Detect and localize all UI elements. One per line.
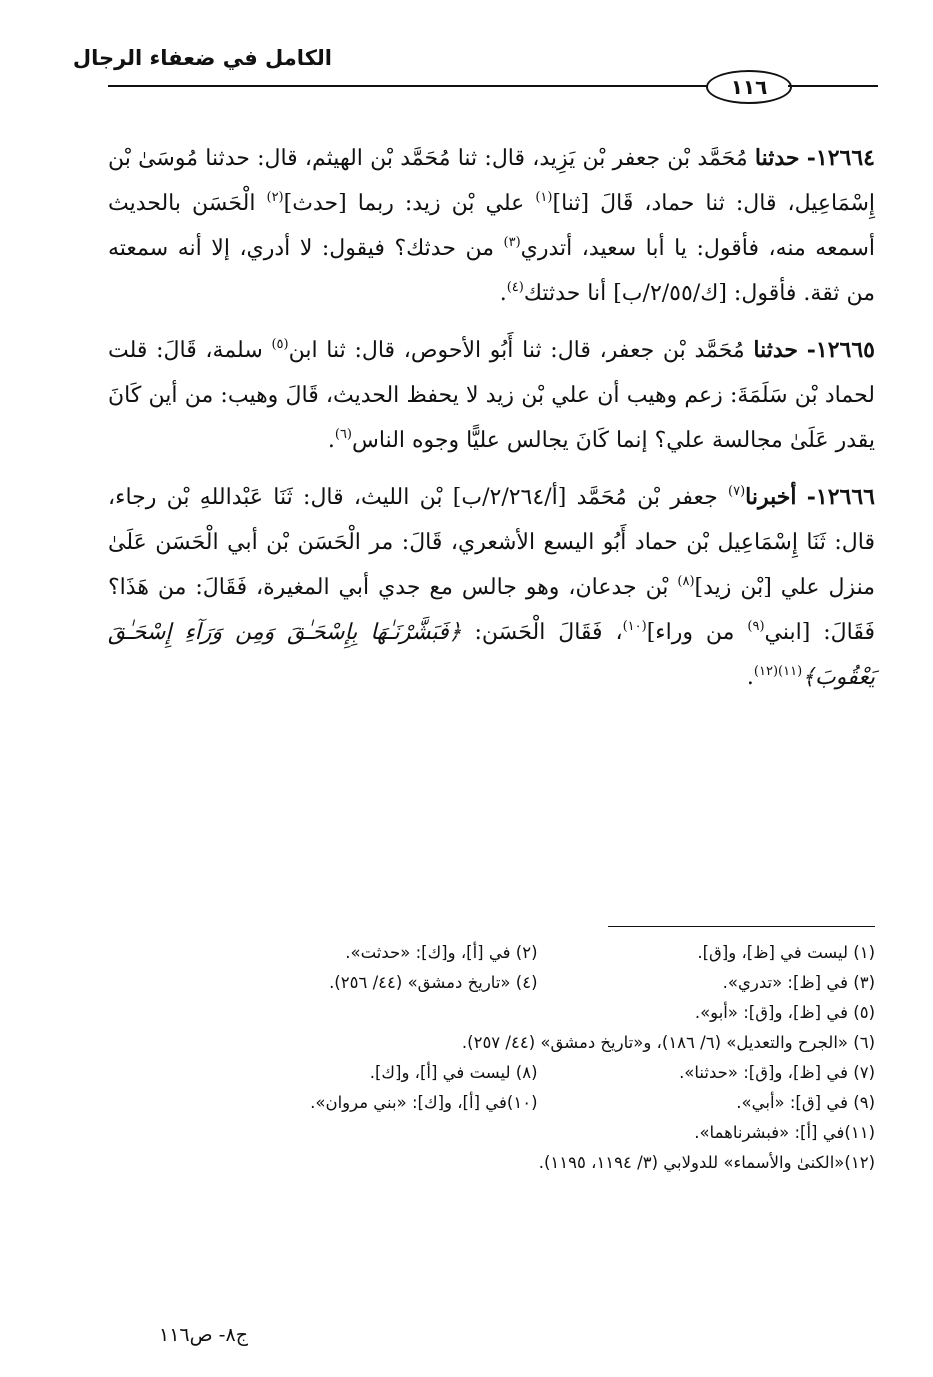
footnote-ref[interactable]: (٥): [271, 337, 289, 352]
entry-text: من وراء]: [646, 620, 748, 645]
entry-text: بْن جدعان، وهو جالس مع جدي أبي المغيرة، فَقَالَ: من هَذَا؟ فَقَالَ: [ابني: [108, 575, 875, 645]
entry-text: الْحَسَن بالحديث أسمعه منه، فأقول: يا أبا سعيد، أتدري: [108, 191, 875, 261]
entry-keyword: أخبرنا: [745, 484, 797, 510]
main-text: [108, 136, 875, 712]
footnote-ref[interactable]: (٢): [266, 190, 284, 205]
footnote-ref[interactable]: (١١)(١٢): [753, 664, 803, 679]
footnote-row: [200, 1148, 875, 1178]
footnote-ref[interactable]: (١٠): [622, 619, 647, 634]
quran-verse: ﴿فَبَشَّرْنَـٰهَا بِإِسْحَـٰقَ وَمِن وَرَآءِ إِسْحَـٰقَ يَعْقُوبَ﴾: [108, 620, 875, 690]
footnote-ref[interactable]: (٩): [747, 619, 765, 634]
entry-12666: [108, 475, 875, 700]
footnote-row: [200, 1028, 875, 1058]
footnote-row: [200, 938, 875, 968]
entry-keyword: حدثنا: [754, 145, 800, 171]
footnote-row: [200, 1058, 875, 1088]
entry-text: علي بْن زيد: ربما [حدث]: [283, 191, 536, 216]
header-rule: [108, 85, 708, 87]
footnotes: [200, 938, 875, 1178]
footnote-8: (٨) ليست في [أ]، و[ك].: [369, 1063, 538, 1082]
footnote-11: (١١)في [أ]: «فبشرناهما».: [694, 1123, 875, 1142]
entry-12664: [108, 136, 875, 316]
entry-text: سلمة، قَالَ: قلت لحماد بْن سَلَمَةَ: زعم وهيب أن علي بْن زيد لا يحفظ الحديث، قَالَ وهيب: من أين كَانَ يقدر عَلَىٰ مجالسة علي؟ إنما كَانَ يجالس عليًّا وجوه الناس: [108, 338, 875, 453]
entry-text: .: [499, 281, 507, 306]
footnote-ref[interactable]: (٤): [506, 280, 524, 295]
footnote-1: (١) ليست في [ظ]، و[ق].: [697, 943, 875, 962]
footnote-2: (٢) في [أ]، و[ك]: «حدثت».: [345, 943, 538, 962]
entry-text: مُحَمَّد بْن جعفر، قال: ثنا أَبُو الأحوص، قال: ثنا ابن: [288, 338, 745, 363]
footnote-rule: [608, 926, 875, 927]
entry-text: من حدثك؟ فيقول: لا أدري، إلا أنه سمعته من ثقة. فأقول: [ك/٢/٥٥/ب] أنا حدثتك: [108, 236, 875, 306]
entry-number: ١٢٦٦٤-: [806, 145, 875, 171]
footnote-ref[interactable]: (٧): [728, 484, 746, 499]
footnote-row: [200, 1118, 875, 1148]
footnote-ref[interactable]: (٣): [503, 235, 521, 250]
entry-number: ١٢٦٦٦-: [806, 484, 875, 510]
footnote-9: (٩) في [ق]: «أبي».: [736, 1093, 875, 1112]
footnote-7: (٧) في [ظ]، و[ق]: «حدثنا».: [679, 1063, 875, 1082]
entry-text: مُحَمَّد بْن جعفر بْن يَزِيد، قال: ثنا مُحَمَّد بْن الهيثم، قال: حدثنا مُوسَىٰ بْن إِسْمَاعِيل، قال: ثنا حماد، قَالَ [ثنا]: [108, 146, 876, 216]
footnote-row: [200, 998, 875, 1028]
footnote-row: [200, 968, 875, 998]
header-rule-right: [788, 85, 878, 87]
footnote-6: (٦) «الجرح والتعديل» (٦/ ١٨٦)، و«تاريخ دمشق» (٤٤/ ٢٥٧).: [461, 1033, 875, 1052]
entry-text: جعفر بْن مُحَمَّد [أ/٢/٢٦٤/ب] بْن الليث، قال: ثَنَا عَبْداللهِ بْن رجاء، قال: ثَنَا إِسْمَاعِيل بْن حماد أَبُو اليسع الأشعري، قَالَ: مر الْحَسَن بْن أبي الْحَسَن عَلَىٰ منزل علي [بْن زيد]: [108, 485, 876, 600]
entry-text: .: [746, 665, 754, 690]
footnote-ref[interactable]: (٨): [677, 574, 695, 589]
footnote-5: (٥) في [ظ]، و[ق]: «أبو».: [694, 1003, 875, 1022]
entry-text: .: [327, 428, 335, 453]
running-title: الكامل في ضعفاء الرجال: [72, 46, 332, 70]
page-reference: ج٨- ص١١٦: [159, 1324, 248, 1346]
entry-number: ١٢٦٦٥-: [806, 337, 875, 363]
entry-keyword: حدثنا: [753, 337, 799, 363]
footnote-3: (٣) في [ظ]: «تدري».: [722, 973, 875, 992]
entry-12665: [108, 328, 875, 463]
footnote-4: (٤) «تاريخ دمشق» (٤٤/ ٢٥٦).: [329, 973, 538, 992]
footnote-12: (١٢)«الكنىٰ والأسماء» للدولابي (٣/ ١١٩٤، ١١٩٥).: [538, 1153, 875, 1172]
footnote-ref[interactable]: (١): [535, 190, 553, 205]
page-number: ١١٦: [706, 70, 792, 104]
footnote-row: [200, 1088, 875, 1118]
footnote-10: (١٠)في [أ]، و[ك]: «بني مروان».: [310, 1093, 538, 1112]
entry-text: ، فَقَالَ الْحَسَن:: [461, 620, 623, 645]
footnote-ref[interactable]: (٦): [334, 427, 352, 442]
